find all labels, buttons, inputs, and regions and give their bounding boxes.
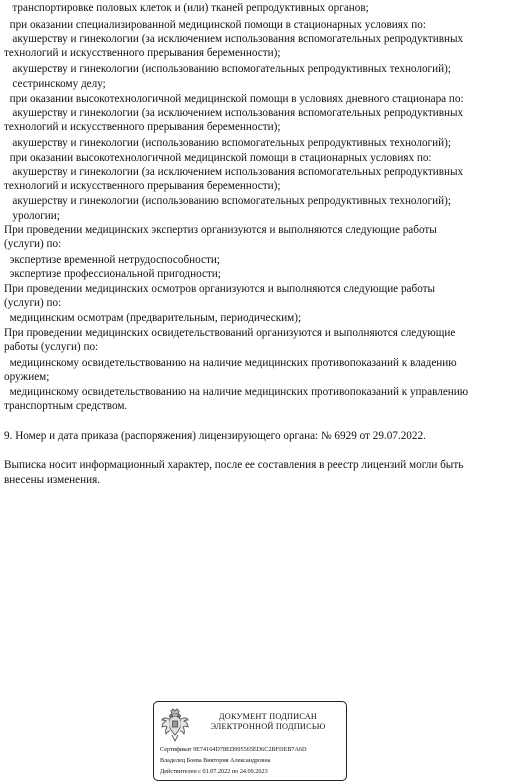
- text-line: медицинскому освидетельствованию на наличие медицинских противопоказаний к владению: [4, 357, 457, 369]
- disclaimer-line: внесены изменения.: [4, 474, 101, 486]
- text-line: экспертизе временной нетрудоспособности;: [4, 254, 220, 266]
- text-line: при оказании высокотехнологичной медицинской помощи в стационарных условиях по:: [4, 152, 432, 164]
- text-line: акушерству и гинекологии (за исключением использования вспомогательных репродуктивных: [4, 166, 464, 178]
- stamp-title-line: ДОКУМЕНТ ПОДПИСАН: [218, 712, 318, 721]
- text-line: при оказании специализированной медицинской помощи в стационарных условиях по:: [4, 19, 426, 31]
- certificate-validity: Действителен с 01.07.2022 по 24.09.2023: [160, 768, 268, 775]
- stamp-title-line: ЭЛЕКТРОННОЙ ПОДПИСЬЮ: [210, 722, 326, 731]
- text-line: работы (услуги) по:: [4, 341, 99, 353]
- text-line: технологий и искусственного прерывания беременности);: [4, 180, 281, 192]
- text-line: При проведении медицинских экспертиз организуются и выполняются следующие работы: [4, 224, 437, 236]
- text-line: акушерству и гинекологии (за исключением использования вспомогательных репродуктивных: [4, 107, 464, 119]
- text-line: урологии;: [4, 210, 60, 222]
- text-line: (услуги) по:: [4, 297, 62, 309]
- order-line: 9. Номер и дата приказа (распоряжения) лицензирующего органа: № 6929 от 29.07.2022.: [4, 430, 426, 442]
- text-line: при оказании высокотехнологичной медицинской помощи в условиях дневного стационара по:: [4, 93, 464, 105]
- text-line: технологий и искусственного прерывания беременности);: [4, 47, 281, 59]
- text-line: медицинским осмотрам (предварительным, периодическим);: [4, 312, 302, 324]
- text-line: акушерству и гинекологии (использованию вспомогательных репродуктивных технологий);: [4, 63, 451, 75]
- text-line: акушерству и гинекологии (использованию вспомогательных репродуктивных технологий);: [4, 195, 451, 207]
- text-line: сестринскому делу;: [4, 78, 106, 90]
- text-line: транспортировке половых клеток и (или) тканей репродуктивных органов;: [4, 2, 369, 14]
- text-line: акушерству и гинекологии (за исключением использования вспомогательных репродуктивных: [4, 33, 464, 45]
- text-line: При проведении медицинских осмотров организуются и выполняются следующие работы: [4, 283, 436, 295]
- disclaimer-line: Выписка носит информационный характер, после ее составления в реестр лицензий могли быть: [4, 459, 464, 471]
- text-line: оружием;: [4, 371, 50, 383]
- certificate-owner: Владелец Боева Виктория Александровна: [160, 757, 271, 764]
- text-line: технологий и искусственного прерывания беременности);: [4, 121, 281, 133]
- text-line: акушерству и гинекологии (использованию вспомогательных репродуктивных технологий);: [4, 137, 451, 149]
- text-line: При проведении медицинских освидетельствований организуются и выполняются следующие: [4, 327, 456, 339]
- double-headed-eagle-emblem-icon: [160, 707, 190, 745]
- stamp-title: [194, 712, 342, 732]
- text-line: экспертизе профессиональной пригодности;: [4, 268, 221, 280]
- text-line: (услуги) по:: [4, 238, 62, 250]
- text-line: медицинскому освидетельствованию на наличие медицинских противопоказаний к управлению: [4, 386, 469, 398]
- text-line: транспортным средством.: [4, 400, 128, 412]
- electronic-signature-stamp: [153, 701, 347, 781]
- certificate-number: Сертификат 9E74164D78ED995565ED6C2BFDEB7A6D: [160, 746, 307, 753]
